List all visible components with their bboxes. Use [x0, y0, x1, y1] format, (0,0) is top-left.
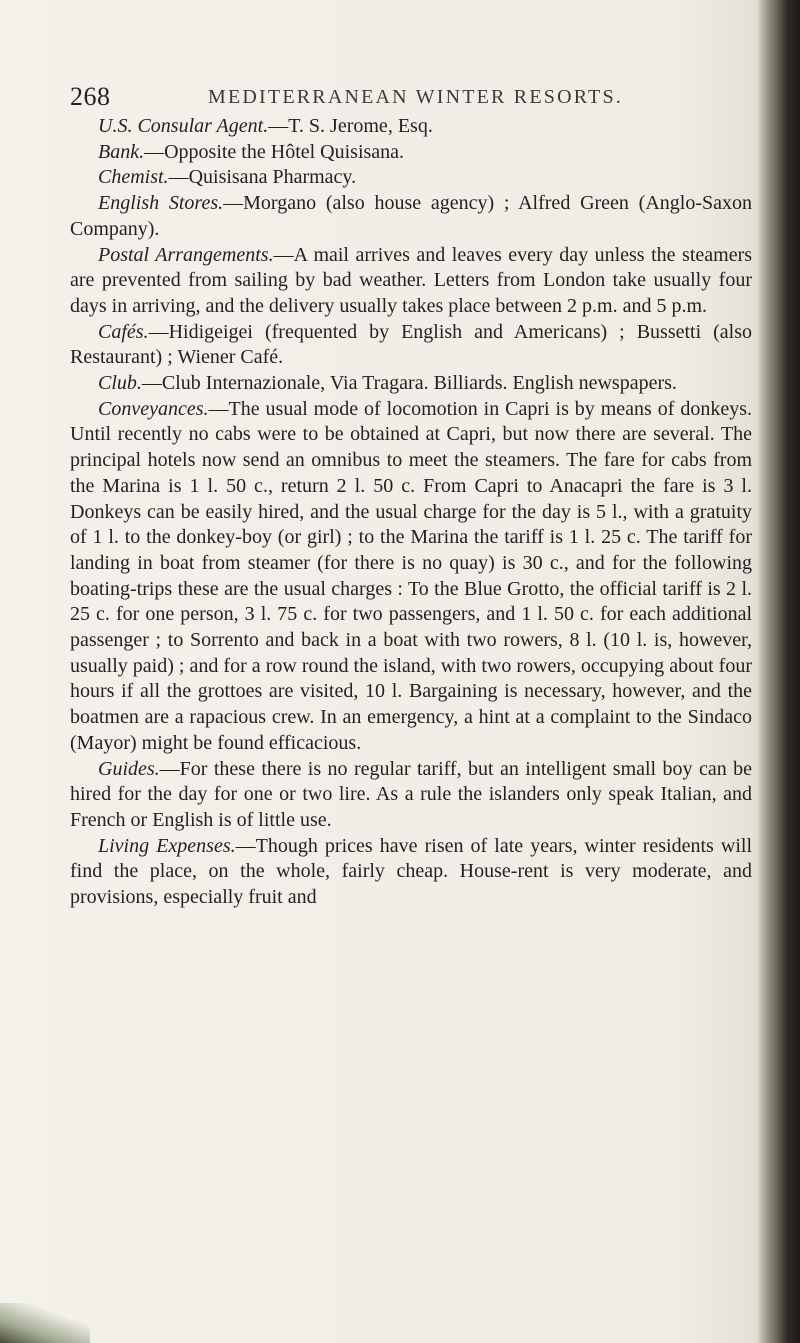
paragraph-text: —Club Internazionale, Via Tragara. Billiards. English newspapers. — [141, 372, 677, 395]
paragraph-heading: U.S. Consular Agent. — [98, 115, 269, 137]
paragraph-heading: Conveyances. — [98, 397, 209, 420]
paragraph-living-expenses — [70, 834, 752, 911]
paragraph-english-stores — [70, 191, 752, 242]
paragraph-heading: Cafés. — [98, 320, 149, 343]
paragraph-text: —Quisisana Pharmacy. — [168, 166, 357, 189]
paragraph-text: —A mail arrives and leaves every day unless the steamers are prevented from sailing by bad weather. Letters from London take usually four days in arriving, and the delivery usually takes place between 2 p.m. and 5 p.m. — [70, 243, 753, 317]
paragraph-heading: Guides. — [98, 757, 160, 780]
paragraph-heading: Club. — [98, 372, 142, 395]
paragraph-text: —Opposite the Hôtel Quisisana. — [144, 140, 405, 163]
paragraph-heading: English Stores. — [98, 192, 224, 215]
paragraph-chemist — [70, 165, 752, 191]
paragraph-conveyances — [70, 397, 752, 757]
paragraph-consular-agent — [70, 114, 752, 140]
running-head: MEDITERRANEAN WINTER RESORTS. — [208, 86, 624, 108]
paragraph-postal-arrangements — [70, 243, 752, 320]
page-header — [70, 82, 750, 112]
paragraph-text: —For these there is no regular tariff, but an intelligent small boy can be hired for the day for one or two lire. As a rule the islanders only speak Italian, and French or English is of little use. — [70, 757, 752, 831]
paragraph-text: —Hidigeigei (frequented by English and Americans) ; Bussetti (also Restaurant) ; Wiener Café. — [70, 320, 752, 369]
body-text — [70, 114, 752, 911]
page-number: 268 — [70, 82, 111, 111]
paragraph-heading: Postal Arrangements. — [98, 243, 274, 266]
paragraph-text: —Morgano (also house agency) ; Alfred Green (Anglo-Saxon Company). — [70, 192, 752, 240]
paragraph-heading: Chemist. — [98, 166, 169, 189]
paragraph-heading: Living Expenses. — [98, 834, 236, 857]
paragraph-guides — [70, 757, 752, 834]
paragraph-bank — [70, 140, 752, 166]
paragraph-heading: Bank. — [98, 140, 145, 163]
paragraph-text: —Though prices have risen of late years, winter residents will find the place, on the whole, fairly cheap. House-rent is very moderate, and provisions, especially fruit and — [70, 834, 752, 909]
book-binding-edge — [758, 0, 800, 1343]
paragraph-club — [70, 371, 752, 397]
paragraph-text: —The usual mode of locomotion in Capri is by means of donkeys. Until recently no cabs were to be obtained at Capri, but now there are several. The principal hotels now send an omnibus to meet the steamers. The fare for cabs from the Marina is 1 l. 50 c., return 2 l. 50 c. From Capri to Anacapri the fare is 3 l. Donkeys can be easily hired, and the usual charge for the day is 5 l., with a gratuity of 1 l. to the donkey-boy (or girl) ; to the Marina the tariff is 1 l. 25 c. The tariff for landing in boat from steamer (for there is no quay) is 30 c., and for the following boating-trips these are the usual charges : To the Blue Grotto, the official tariff is 2 l. 25 c. for one person, 3 l. 75 c. for two passengers, and 1 l. 50 c. for each additional passenger ; to Sorrento and back in a boat with two rowers, 8 l. (10 l. is, however, usually paid) ; and for a row round the island, with two rowers, occupying about four hours if all the grottoes are visited, 10 l. Bargaining is necessary, however, and the boatmen are a rapacious crew. In an emergency, a hint at a complaint to the Sindaco (Mayor) might be found efficacious. — [70, 397, 752, 754]
paragraph-text: —T. S. Jerome, Esq. — [268, 115, 433, 137]
paragraph-cafes — [70, 320, 752, 371]
page-corner-shadow — [0, 1303, 90, 1343]
